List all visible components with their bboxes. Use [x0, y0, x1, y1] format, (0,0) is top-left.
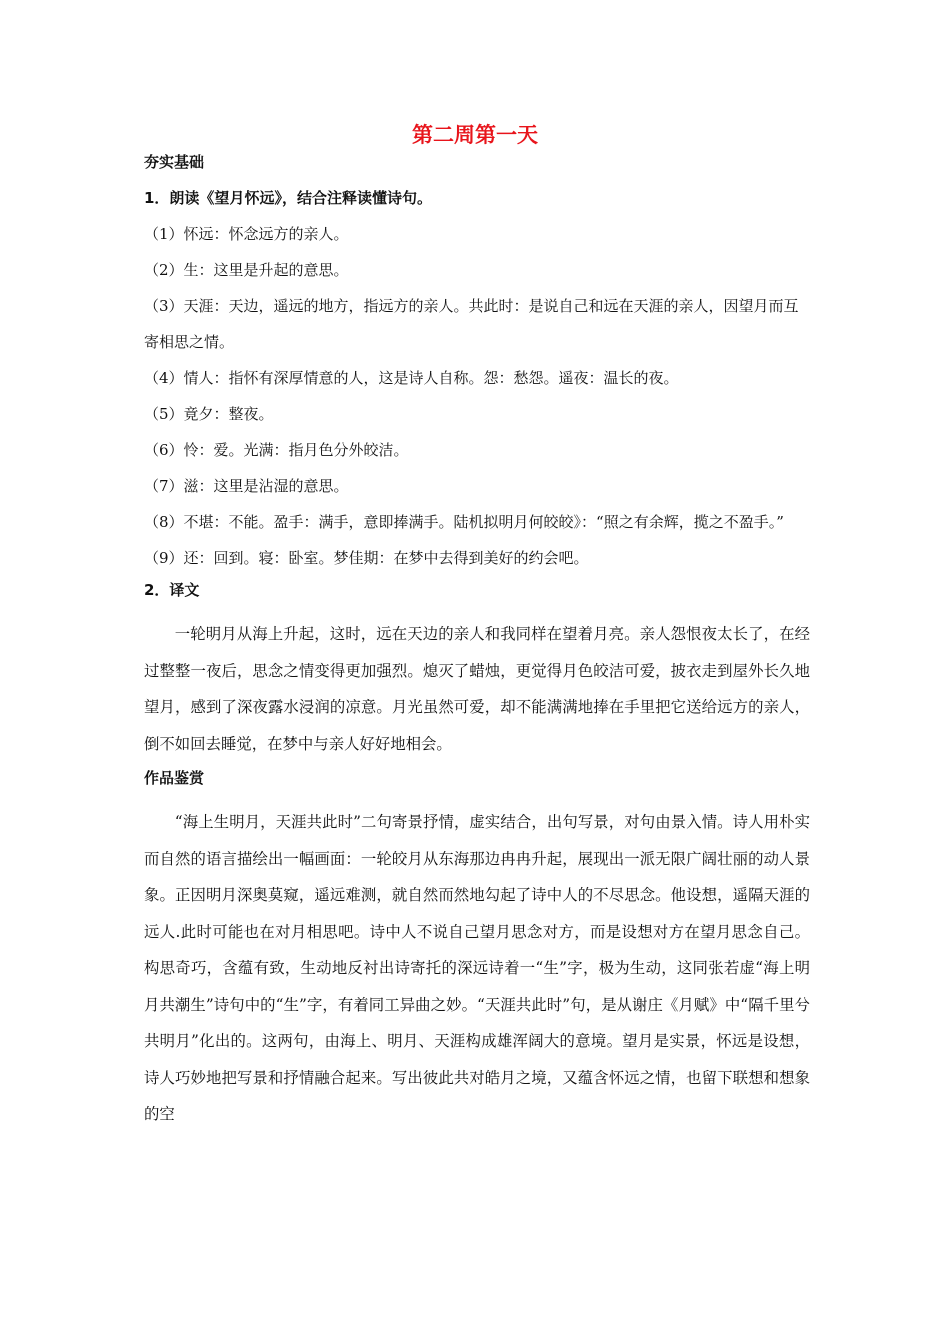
annotation-item: （9）还：回到。寝：卧室。梦佳期：在梦中去得到美好的约会吧。	[144, 549, 589, 567]
question-1-heading: 1．朗读《望月怀远》，结合注释读懂诗句。	[144, 189, 432, 207]
section-heading-foundation: 夯实基础	[144, 153, 205, 171]
annotation-item: （6）怜：爱。光满：指月色分外皎洁。	[144, 441, 409, 459]
translation-paragraph: 一轮明月从海上升起，这时，远在天边的亲人和我同样在望着月亮。亲人怨恨夜太长了，在经过整整一夜后，思念之情变得更加强烈。熄灭了蜡烛，更觉得月色皎洁可爱，披衣走到屋外长久地望月，感到了深夜露水浸润的凉意。月光虽然可爱，却不能满满地捧在手里把它送给远方的亲人，倒不如回去睡觉，在梦中与亲人好好地相会。	[144, 625, 810, 753]
annotation-item: （8）不堪：不能。盈手：满手，意即捧满手。陆机拟明月何皎皎》：“照之有余辉，揽之不盈手。”	[144, 513, 784, 531]
annotation-list	[144, 216, 810, 576]
annotation-item: （2）生：这里是升起的意思。	[144, 261, 349, 279]
question-2-heading: 2．译文	[144, 581, 200, 599]
document-body	[144, 152, 810, 1133]
section-heading-appreciation: 作品鉴赏	[144, 769, 205, 787]
page-title: 第二周第一天	[412, 123, 538, 147]
annotation-item: （1）怀远：怀念远方的亲人。	[144, 225, 349, 243]
annotation-item: （5）竟夕：整夜。	[144, 405, 274, 423]
annotation-item: （7）滋：这里是沾湿的意思。	[144, 477, 349, 495]
appreciation-paragraph: “海上生明月，天涯共此时”二句寄景抒情，虚实结合，出句写景，对句由景入情。诗人用朴实而自然的语言描绘出一幅画面：一轮皎月从东海那边冉冉升起，展现出一派无限广阔壮丽的动人景象。正因明月深奥莫窥，遥远难测，就自然而然地勾起了诗中人的不尽思念。他设想，遥隔天涯的远人.此时可能也在对月相思吧。诗中人不说自己望月思念对方，而是设想对方在望月思念自己。构思奇巧，含蕴有致，生动地反衬出诗寄托的深远诗着一“生”字，极为生动，这同张若虚“海上明月共潮生”诗句中的“生”字，有着同工异曲之妙。“天涯共此时”句，是从谢庄《月赋》中“隔千里兮共明月”化出的。这两句，由海上、明月、天涯构成雄浑阔大的意境。望月是实景，怀远是设想，诗人巧妙地把写景和抒情融合起来。写出彼此共对皓月之境，又蕴含怀远之情，也留下联想和想象的空	[144, 813, 810, 1123]
annotation-item: （4）情人：指怀有深厚情意的人，这是诗人自称。怨：愁怨。遥夜：温长的夜。	[144, 369, 679, 387]
annotation-item: （3）天涯：天边，遥远的地方，指远方的亲人。共此时：是说自己和远在天涯的亲人，因望月而互寄相思之情。	[144, 297, 799, 351]
